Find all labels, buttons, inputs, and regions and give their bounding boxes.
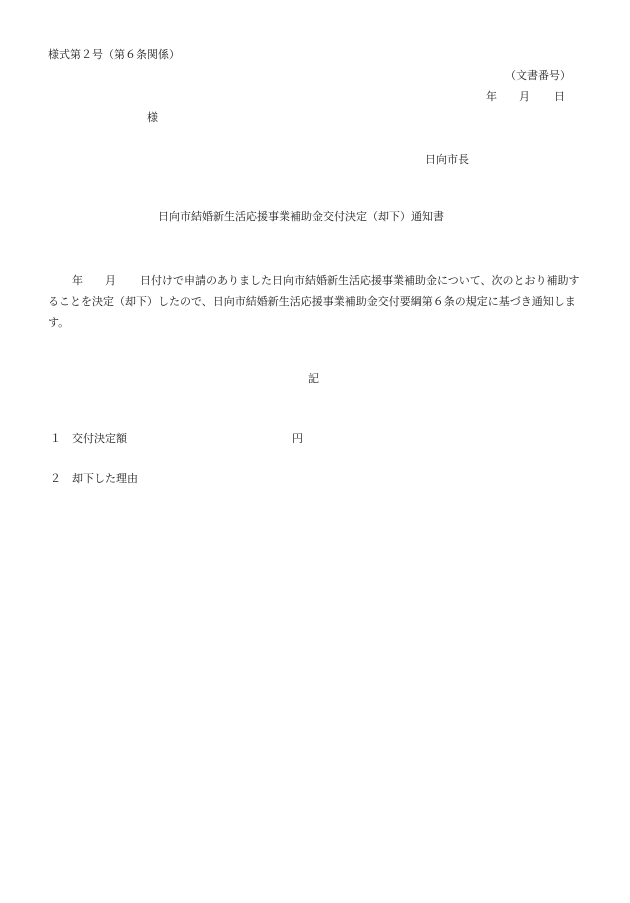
record-label: 記 xyxy=(308,372,319,385)
item-number: ２ xyxy=(50,472,61,485)
form-number: 様式第２号（第６条関係） xyxy=(48,48,180,61)
body-month: 月 xyxy=(105,274,116,287)
body-paragraph xyxy=(48,270,588,333)
addressee-suffix: 様 xyxy=(147,111,158,124)
date-year: 年 xyxy=(486,90,497,103)
item-number: １ xyxy=(50,432,61,445)
date-month: 月 xyxy=(519,90,530,103)
item-label-grant-amount: 交付決定額 xyxy=(72,432,127,445)
date-day: 日 xyxy=(554,90,565,103)
document-number: （文書番号） xyxy=(505,69,571,82)
body-text: 日付けで申請のありました日向市結婚新生活応援事業補助金について、次のとおり補助することを決定（却下）したので、日向市結婚新生活応援事業補助金交付要綱第６条の規定に基づき通知します。 xyxy=(48,274,580,329)
item-unit-yen: 円 xyxy=(292,432,303,445)
issuer-name: 日向市長 xyxy=(425,153,469,166)
body-year: 年 xyxy=(72,274,83,287)
item-label-rejection-reason: 却下した理由 xyxy=(72,472,138,485)
document-title: 日向市結婚新生活応援事業補助金交付決定（却下）通知書 xyxy=(158,210,444,223)
date-line xyxy=(486,90,565,104)
